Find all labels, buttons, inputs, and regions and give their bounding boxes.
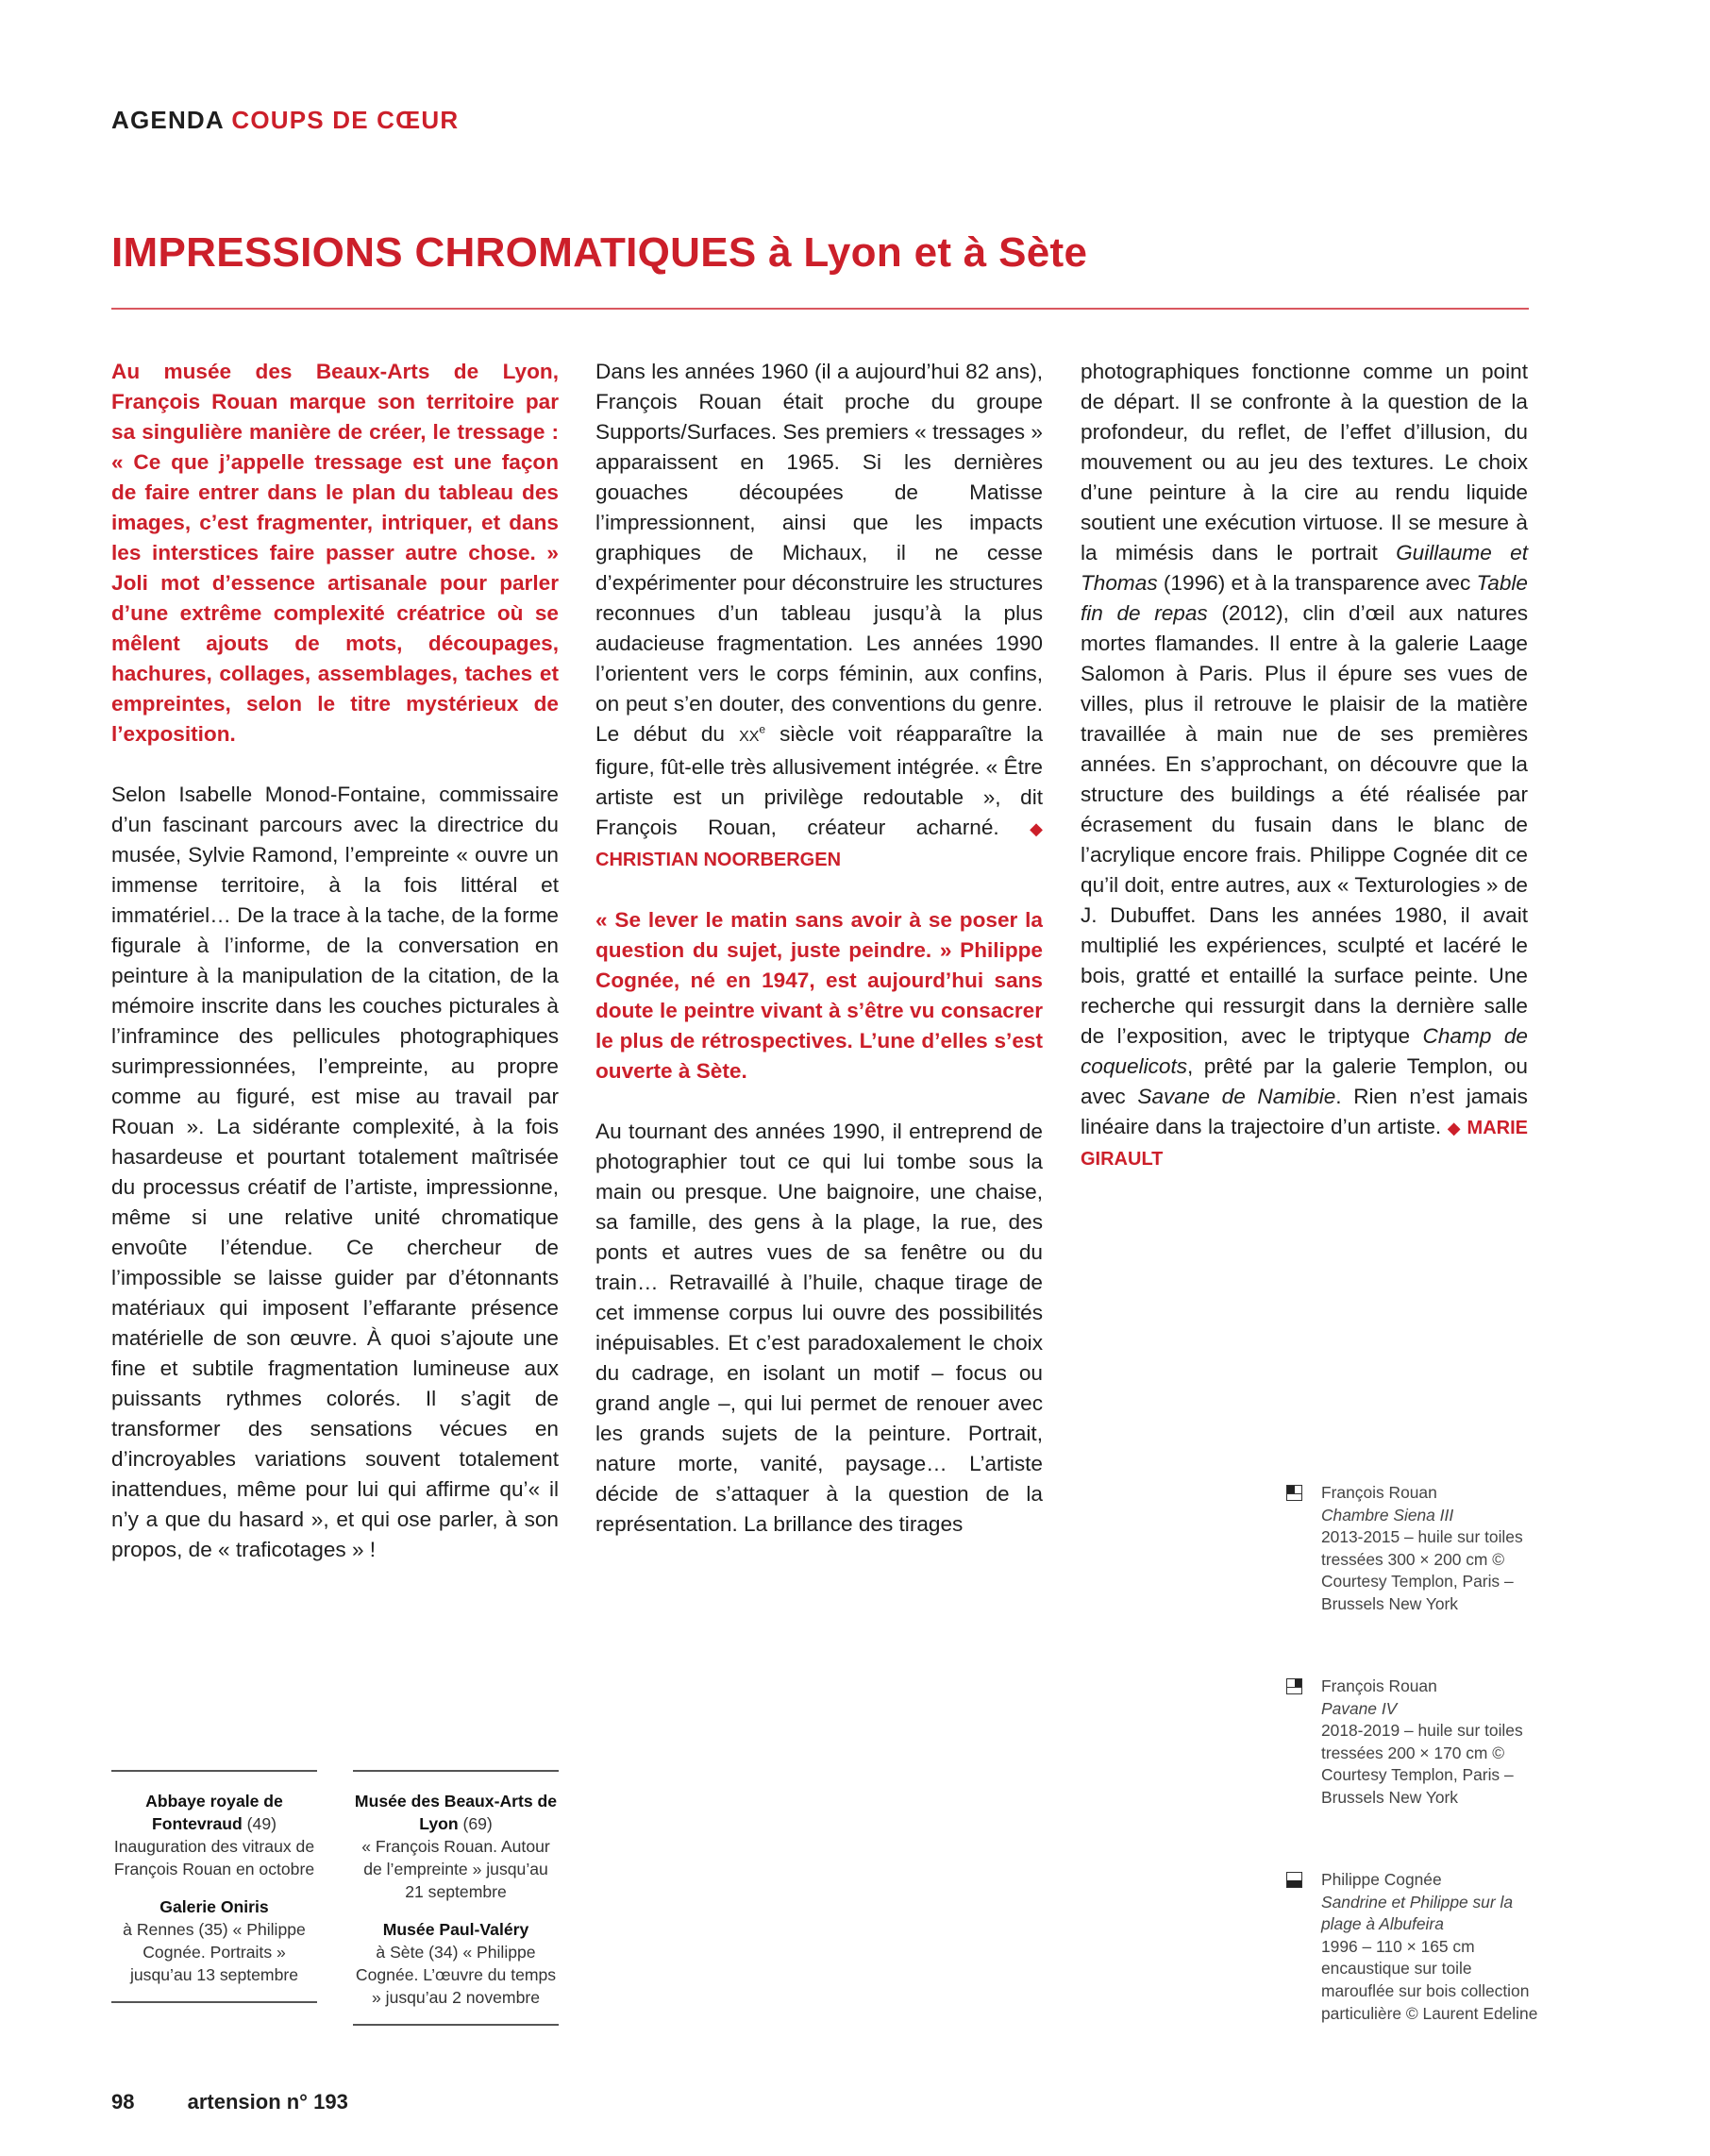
- venue-details: à Rennes (35) « Philippe Cognée. Portraits » jusqu’au 13 septembre: [123, 1920, 306, 1984]
- venue-name: Musée Paul-Valéry: [382, 1920, 529, 1939]
- article1-signature: CHRISTIAN NOORBERGEN: [595, 850, 842, 870]
- artwork-title: Savane de Namibie: [1137, 1085, 1336, 1108]
- venue-name: Galerie Oniris: [159, 1897, 269, 1916]
- venue-details: Inauguration des vitraux de François Rouan en octobre: [113, 1837, 315, 1878]
- caption-artist: Philippe Cognée: [1321, 1870, 1442, 1889]
- exhibition-info-right: [353, 1770, 559, 2026]
- century-numeral: XX: [739, 729, 760, 745]
- caption-artist: François Rouan: [1321, 1483, 1437, 1502]
- caption-work: Sandrine et Philippe sur la plage à Albufeira: [1321, 1892, 1514, 1934]
- image-caption: [1321, 1869, 1538, 2025]
- article1-body-2: Dans les années 1960 (il a aujourd’hui 82 ans), François Rouan était proche du groupe Supports/Surfaces. Ses premiers « tressages » apparaissent en 1965. Si les dernières gouaches découpées de Matisse l’impressionnent, ainsi que les impacts graphiques de Michaux, il ne cesse d’expérimenter pour déconstruire les structures reconnues d’un tableau jusqu’à la plus audacieuse fragmentation. Les années 1990 l’orientent vers le corps féminin, aux confins, on peut s’en douter, des conventions du genre. Le début du XXe siècle voit réapparaître la figure, fût-elle très allusivement intégrée. « Être artiste est un privilège redoutable », dit François Rouan, créateur acharné. ◆ CHRISTIAN NOORBERGEN: [595, 360, 1044, 870]
- caption-artist: François Rouan: [1321, 1676, 1437, 1695]
- caption-details: 1996 – 110 × 165 cm encaustique sur toile marouflée sur bois collection particulière © Laurent Edeline: [1321, 1936, 1538, 2023]
- artwork-title: Champ de coquelicots: [1081, 1024, 1528, 1078]
- venue-name: Abbaye royale de Fontevraud: [145, 1792, 283, 1833]
- article-title: IMPRESSIONS CHROMATIQUES à Lyon et à Sète: [111, 229, 1088, 276]
- position-top-right-icon: [1286, 1678, 1302, 1694]
- venue-item: [353, 1918, 559, 2009]
- article2-body-1: Au tournant des années 1990, il entreprend de photographier tout ce qui lui tombe sous la main ou presque. Une baignoire, une chaise, sa famille, des gens à la plage, la rue, des ponts et autres vues de sa fenêtre ou du train… Retravaillé à l’huile, chaque tirage de cet immense corpus lui ouvre des possibilités inépuisables. Et c’est paradoxalement le choix du cadrage, en isolant un motif – focus ou grand angle –, qui lui permet de renouer avec les grands sujets de la peinture. Portrait, nature morte, vanité, paysage… L’artiste décide de s’attaquer à la question de la représentation. La brillance des tirages: [595, 1120, 1043, 1536]
- caption-details: 2013-2015 – huile sur toiles tressées 300 × 200 cm © Courtesy Templon, Paris – Brussels New York: [1321, 1527, 1523, 1613]
- article1-body-1: Selon Isabelle Monod-Fontaine, commissaire d’un fascinant parcours avec la directrice du musée, Sylvie Ramond, l’empreinte « ouvre un immense territoire, à la fois littéral et immatériel… De la trace à la tache, de la forme figurale à l’informe, de la conversation en peinture à la manipulation de la citation, de la mémoire inscrite dans les couches picturales à l’inframince des pellicules photographiques surimpressionnées, l’empreinte, au propre comme au figuré, est mise au travail par Rouan ». La sidérante complexité, à la fois hasardeuse et pourtant totalement maîtrisée du processus créatif de l’artiste, impressionne, même si une relative unité chromatique envoûte l’étendue. Ce chercheur de l’impossible se laisse guider par d’étonnants matériaux qui imposent l’effarante présence matérielle de son œuvre. À quoi s’ajoute une fine et subtile fragmentation lumineuse aux puissants rythmes colorés. Il s’agit de transformer des sensations vécues en d’incroyables variations souvent totalement inattendues, même pour lui qui affirme qu’« il n’y a que du hasard », et qui ose parler, à son propos, de « traficotages » !: [111, 783, 559, 1561]
- venue-name: Musée des Beaux-Arts de Lyon: [354, 1792, 558, 1833]
- caption-work: Pavane IV: [1321, 1698, 1398, 1718]
- image-caption: [1321, 1482, 1538, 1616]
- article2-signature: MARIE GIRAULT: [1081, 1118, 1528, 1170]
- position-top-left-icon: [1286, 1485, 1302, 1501]
- article2-body-2: photographiques fonctionne comme un point de départ. Il se confronte à la question de la profondeur, du reflet, de l’effet d’illusion, du mouvement ou au jeu des textures. Le choix d’une peinture à la cire au rendu liquide soutient une exécution virtuose. Il se mesure à la mimésis dans le portrait Guillaume et Thomas (1996) et à la transparence avec Table fin de repas (2012), clin d’œil aux natures mortes flamandes. Il entre à la galerie Laage Salomon à Paris. Plus il épure ses vues de villes, plus il retrouve le plaisir de la matière travaillée à main nue de ses premières années. En s’approchant, on découvre que la structure des buildings a été réalisée par écrasement du fusain dans le blanc de l’acrylique encore frais. Philippe Cognée dit ce qu’il doit, entre autres, aux « Texturologies » de J. Dubuffet. Dans les années 1980, il avait multiplié les expériences, sculpté et lacéré le bois, gratté et entaillé la surface peinte. Une recherche qui ressurgit dans la dernière salle de l’exposition, avec le triptyque Champ de coquelicots, prêté par la galerie Templon, ou avec Savane de Namibie. Rien n’est jamais linéaire dans la trajectoire d’un artiste. ◆ MARIE GIRAULT: [1081, 360, 1528, 1170]
- column-3: [1081, 357, 1528, 1204]
- caption-work: Chambre Siena III: [1321, 1505, 1454, 1524]
- section-label: AGENDA: [111, 106, 224, 134]
- section-header: [111, 106, 459, 135]
- venue-item: [111, 1895, 317, 1986]
- page-footer: [111, 2090, 348, 2114]
- column-1: [111, 357, 559, 1595]
- artwork-title: Table fin de repas: [1081, 571, 1528, 625]
- article2-lead: « Se lever le matin sans avoir à se poser la question du sujet, juste peindre. » Philippe Cognée, né en 1947, est aujourd’hui sans doute le peintre vivant à s’être vu consacrer le plus de rétrospectives. L’une d’elles s’est ouverte à Sète.: [595, 908, 1043, 1083]
- venue-item: Abbaye royale de Fontevraud (49) Inauguration des vitraux de François Rouan en octobre: [113, 1792, 315, 1878]
- venue-details: à Sète (34) « Philippe Cognée. L’œuvre du temps » jusqu’au 2 novembre: [355, 1943, 557, 2007]
- artwork-title: Guillaume et Thomas: [1081, 541, 1528, 595]
- exhibition-info-left: [111, 1770, 317, 2003]
- subsection-label: COUPS DE CŒUR: [231, 106, 460, 134]
- title-rule: [111, 308, 1529, 310]
- signature-diamond-icon: ◆: [1447, 1119, 1461, 1137]
- venue-item: Musée des Beaux-Arts de Lyon (69) « François Rouan. Autour de l’empreinte » jusqu’au 21 septembre: [354, 1792, 558, 1901]
- century-suffix: e: [759, 722, 766, 736]
- page-number: 98: [111, 2090, 135, 2114]
- signature-diamond-icon: ◆: [1030, 819, 1043, 838]
- image-caption: [1321, 1676, 1538, 1810]
- column-2: [595, 357, 1043, 1570]
- caption-details: 2018-2019 – huile sur toiles tressées 200 × 170 cm © Courtesy Templon, Paris – Brussels New York: [1321, 1721, 1523, 1807]
- magazine-issue: artension n° 193: [187, 2090, 348, 2114]
- article1-lead: Au musée des Beaux-Arts de Lyon, François Rouan marque son territoire par sa singulière manière de créer, le tressage : « Ce que j’appelle tressage est une façon de faire entrer dans le plan du tableau des images, c’est fragmenter, intriquer, et dans les interstices faire passer autre chose. » Joli mot d’essence artisanale pour parler d’une extrême complexité créatrice où se mêlent ajouts de mots, découpages, hachures, collages, assemblages, taches et empreintes, selon le titre mystérieux de l’exposition.: [111, 360, 559, 746]
- position-bottom-icon: [1286, 1872, 1302, 1888]
- venue-details: « François Rouan. Autour de l’empreinte » jusqu’au 21 septembre: [361, 1837, 550, 1901]
